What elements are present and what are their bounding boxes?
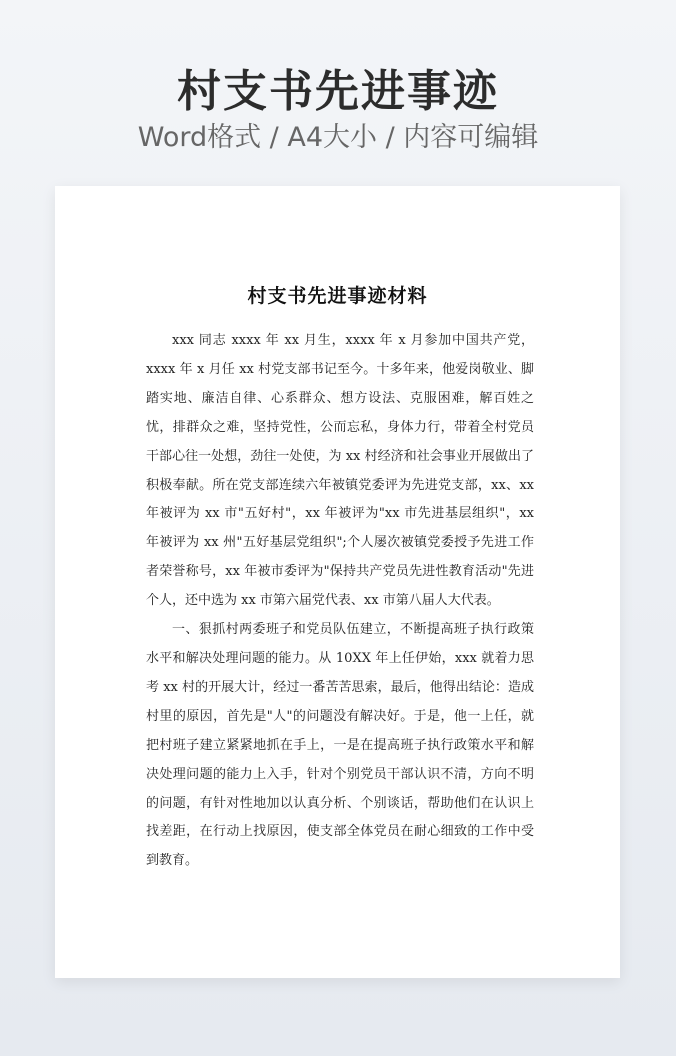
banner-title: 村支书先进事迹 — [177, 66, 499, 117]
paragraph-section-one: 一、狠抓村两委班子和党员队伍建立，不断提高班子执行政策水平和解决处理问题的能力。从 10XX 年上任伊始，xxx 就着力思考 xx 村的开展大计，经过一番苦苦思索，最后，他得出结论：造成村里的原因，首先是"人"的问题没有解决好。于是，他一上任，就把村班子建立紧紧地抓在手上，一是在提高班子执行政策水平和解决处理问题的能力上入手，针对个别党员干部认识不清，方向不明的问题，有针对性地加以认真分析、个别谈话，帮助他们在认识上找差距，在行动上找原因，使支部全体党员在耐心细致的工作中受到教育。 — [146, 622, 534, 869]
banner-subtitle: Word格式 / A4大小 / 内容可编辑 — [137, 122, 539, 153]
paragraph-intro: xxx 同志 xxxx 年 xx 月生，xxxx 年 x 月参加中国共产党，xxxx 年 x 月任 xx 村党支部书记至今。十多年来，他爱岗敬业、脚踏实地、廉洁自律、心系群众、想方设法、克服困难，解百姓之忧，排群众之难，坚持党性，公而忘私，身体力行，带着全村党员干部心往一处想，劲往一处使，为 xx 村经济和社会事业开展做出了积极奉献。所在党支部连续六年被镇党委评为先进党支部，xx、xx 年被评为 xx 市"五好村"，xx 年被评为"xx 市先进基层组织"，xx 年被评为 xx 州"五好基层党组织";个人屡次被镇党委授予先进工作者荣誉称号，xx 年被市委评为"保持共产党员先进性教育活动"先进个人，还中选为 xx 市第六届党代表、xx 市第八届人大代表。 — [146, 333, 534, 609]
document-body — [146, 327, 534, 876]
document-title: 村支书先进事迹材料 — [247, 285, 428, 307]
